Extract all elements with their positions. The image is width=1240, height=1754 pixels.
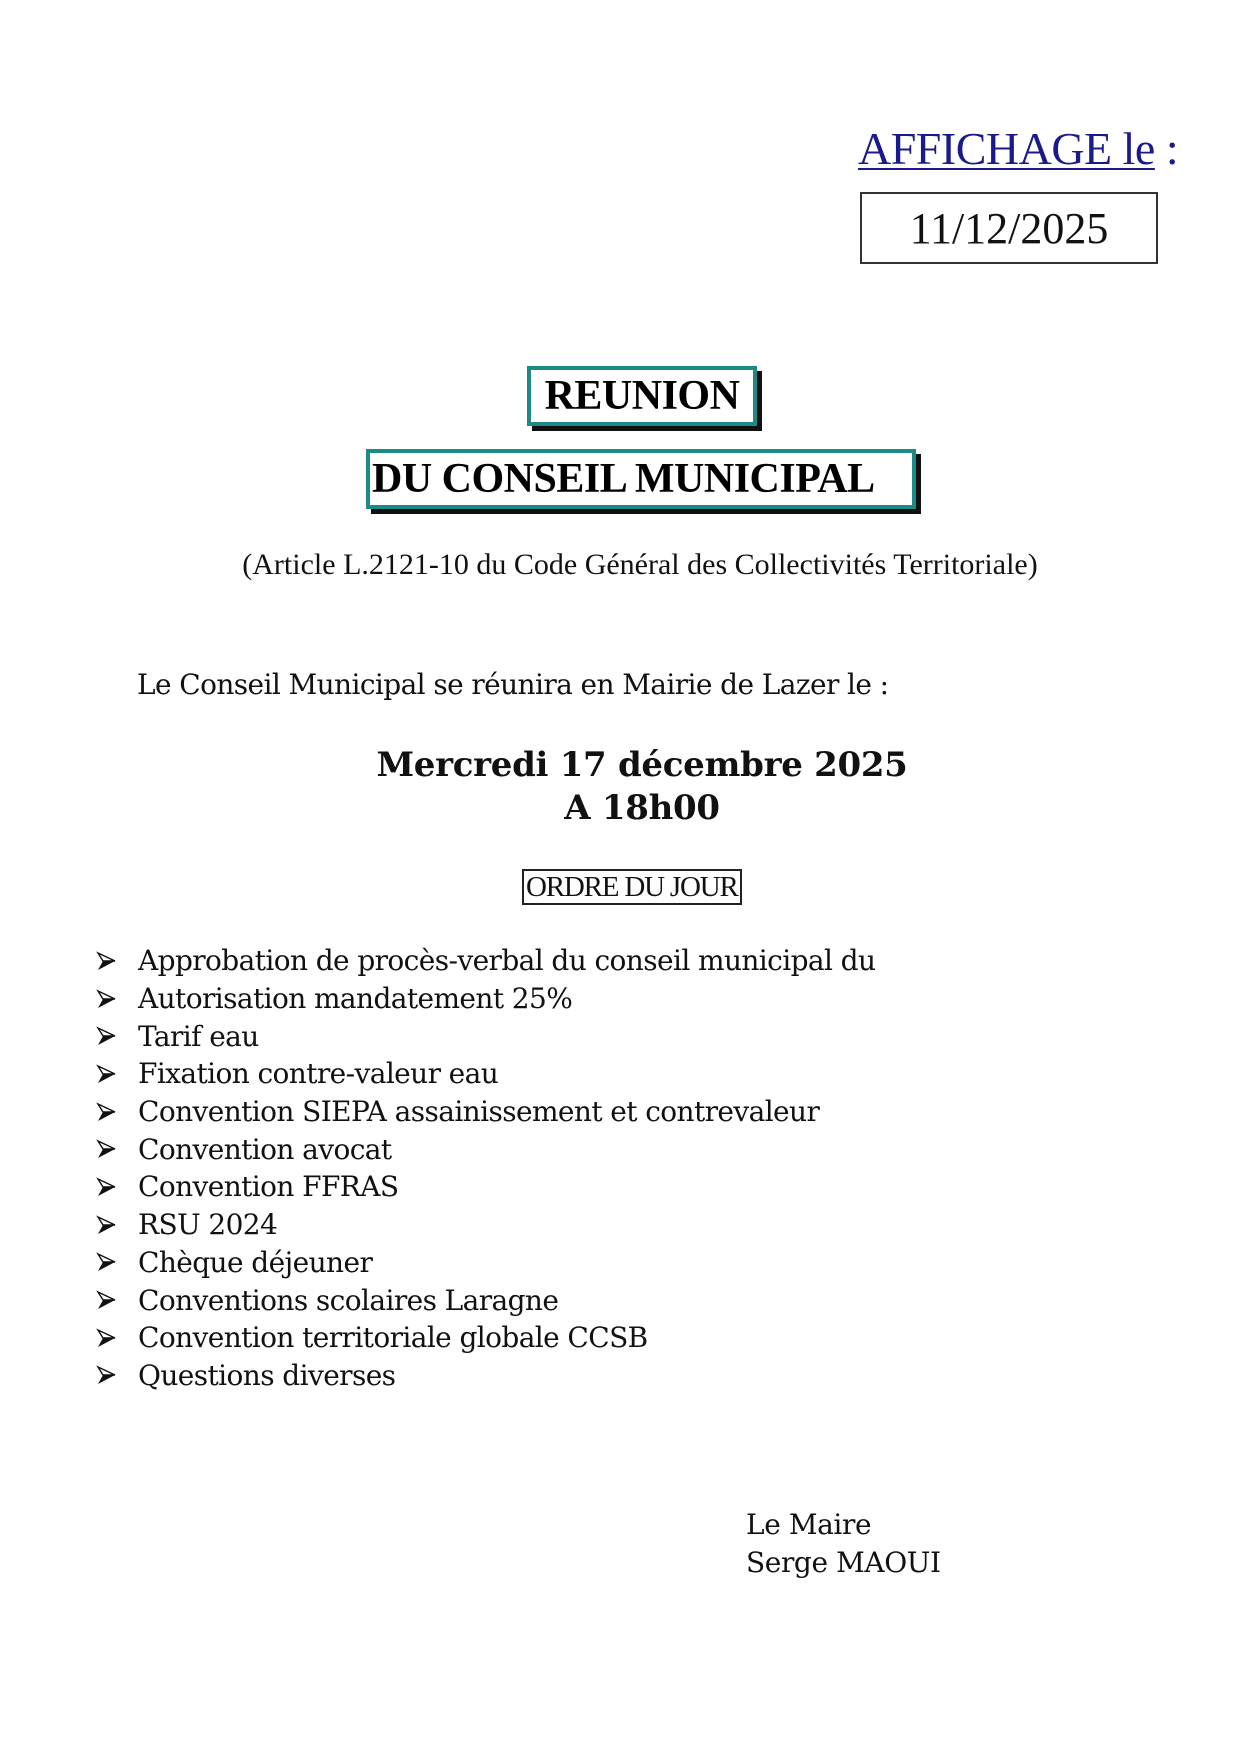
posting-label-suffix: : bbox=[1154, 123, 1179, 174]
agenda-item-text: Questions diverses bbox=[138, 1358, 396, 1392]
agenda-item-text: Conventions scolaires Laragne bbox=[138, 1283, 559, 1317]
title-conseil-box bbox=[366, 449, 916, 509]
agenda-item-text: Convention SIEPA assainissement et contrevaleur bbox=[138, 1095, 820, 1129]
agenda-item-text: Chèque déjeuner bbox=[138, 1245, 373, 1279]
arrowhead-bullet-icon bbox=[96, 1064, 138, 1084]
arrowhead-bullet-icon bbox=[96, 1026, 138, 1046]
posting-label-text: AFFICHAGE le bbox=[858, 123, 1155, 174]
meeting-time: A 18h00 bbox=[564, 788, 720, 828]
arrowhead-bullet-icon bbox=[96, 951, 138, 971]
agenda-item-text: Convention FFRAS bbox=[138, 1170, 399, 1204]
agenda-item-text: Convention avocat bbox=[138, 1132, 392, 1166]
agenda-item bbox=[96, 1281, 875, 1319]
arrowhead-bullet-icon bbox=[96, 1252, 138, 1272]
title-line-1: REUNION bbox=[544, 373, 740, 419]
agenda-item bbox=[96, 1055, 875, 1093]
arrowhead-bullet-icon bbox=[96, 1215, 138, 1235]
meeting-date: Mercredi 17 décembre 2025 bbox=[376, 745, 908, 785]
arrowhead-bullet-icon bbox=[96, 1328, 138, 1348]
title-line-2: DU CONSEIL MUNICIPAL bbox=[372, 456, 875, 502]
agenda-title: ORDRE DU JOUR bbox=[522, 869, 742, 905]
agenda-item bbox=[96, 1244, 875, 1282]
arrowhead-bullet-icon bbox=[96, 1102, 138, 1122]
agenda-item bbox=[96, 1168, 875, 1206]
intro-text: Le Conseil Municipal se réunira en Mairie de Lazer le : bbox=[137, 668, 889, 701]
arrowhead-bullet-icon bbox=[96, 1290, 138, 1310]
agenda-list bbox=[96, 942, 875, 1394]
signature-name: Serge MAOUI bbox=[746, 1546, 941, 1579]
agenda-item bbox=[96, 980, 875, 1018]
arrowhead-bullet-icon bbox=[96, 1365, 138, 1385]
legal-reference: (Article L.2121-10 du Code Général des Collectivités Territoriale) bbox=[242, 548, 1038, 581]
posting-label bbox=[858, 122, 1178, 175]
posting-date-box bbox=[860, 192, 1158, 264]
agenda-item-text: Fixation contre-valeur eau bbox=[138, 1057, 499, 1091]
arrowhead-bullet-icon bbox=[96, 989, 138, 1009]
arrowhead-bullet-icon bbox=[96, 1177, 138, 1197]
agenda-item bbox=[96, 1130, 875, 1168]
agenda-item bbox=[96, 1017, 875, 1055]
agenda-item-text: RSU 2024 bbox=[138, 1208, 278, 1242]
agenda-item bbox=[96, 942, 875, 980]
agenda-item bbox=[96, 1319, 875, 1357]
signature-block bbox=[746, 1506, 941, 1582]
agenda-item bbox=[96, 1357, 875, 1395]
agenda-item-text: Convention territoriale globale CCSB bbox=[138, 1321, 648, 1355]
agenda-item-text: Approbation de procès-verbal du conseil municipal du bbox=[138, 944, 876, 978]
agenda-item bbox=[96, 1093, 875, 1131]
agenda-item-text: Tarif eau bbox=[138, 1019, 259, 1053]
title-reunion-box bbox=[527, 366, 757, 426]
signature-role: Le Maire bbox=[746, 1508, 872, 1541]
arrowhead-bullet-icon bbox=[96, 1139, 138, 1159]
agenda-item bbox=[96, 1206, 875, 1244]
posting-date: 11/12/2025 bbox=[909, 203, 1109, 253]
agenda-item-text: Autorisation mandatement 25% bbox=[138, 982, 573, 1016]
